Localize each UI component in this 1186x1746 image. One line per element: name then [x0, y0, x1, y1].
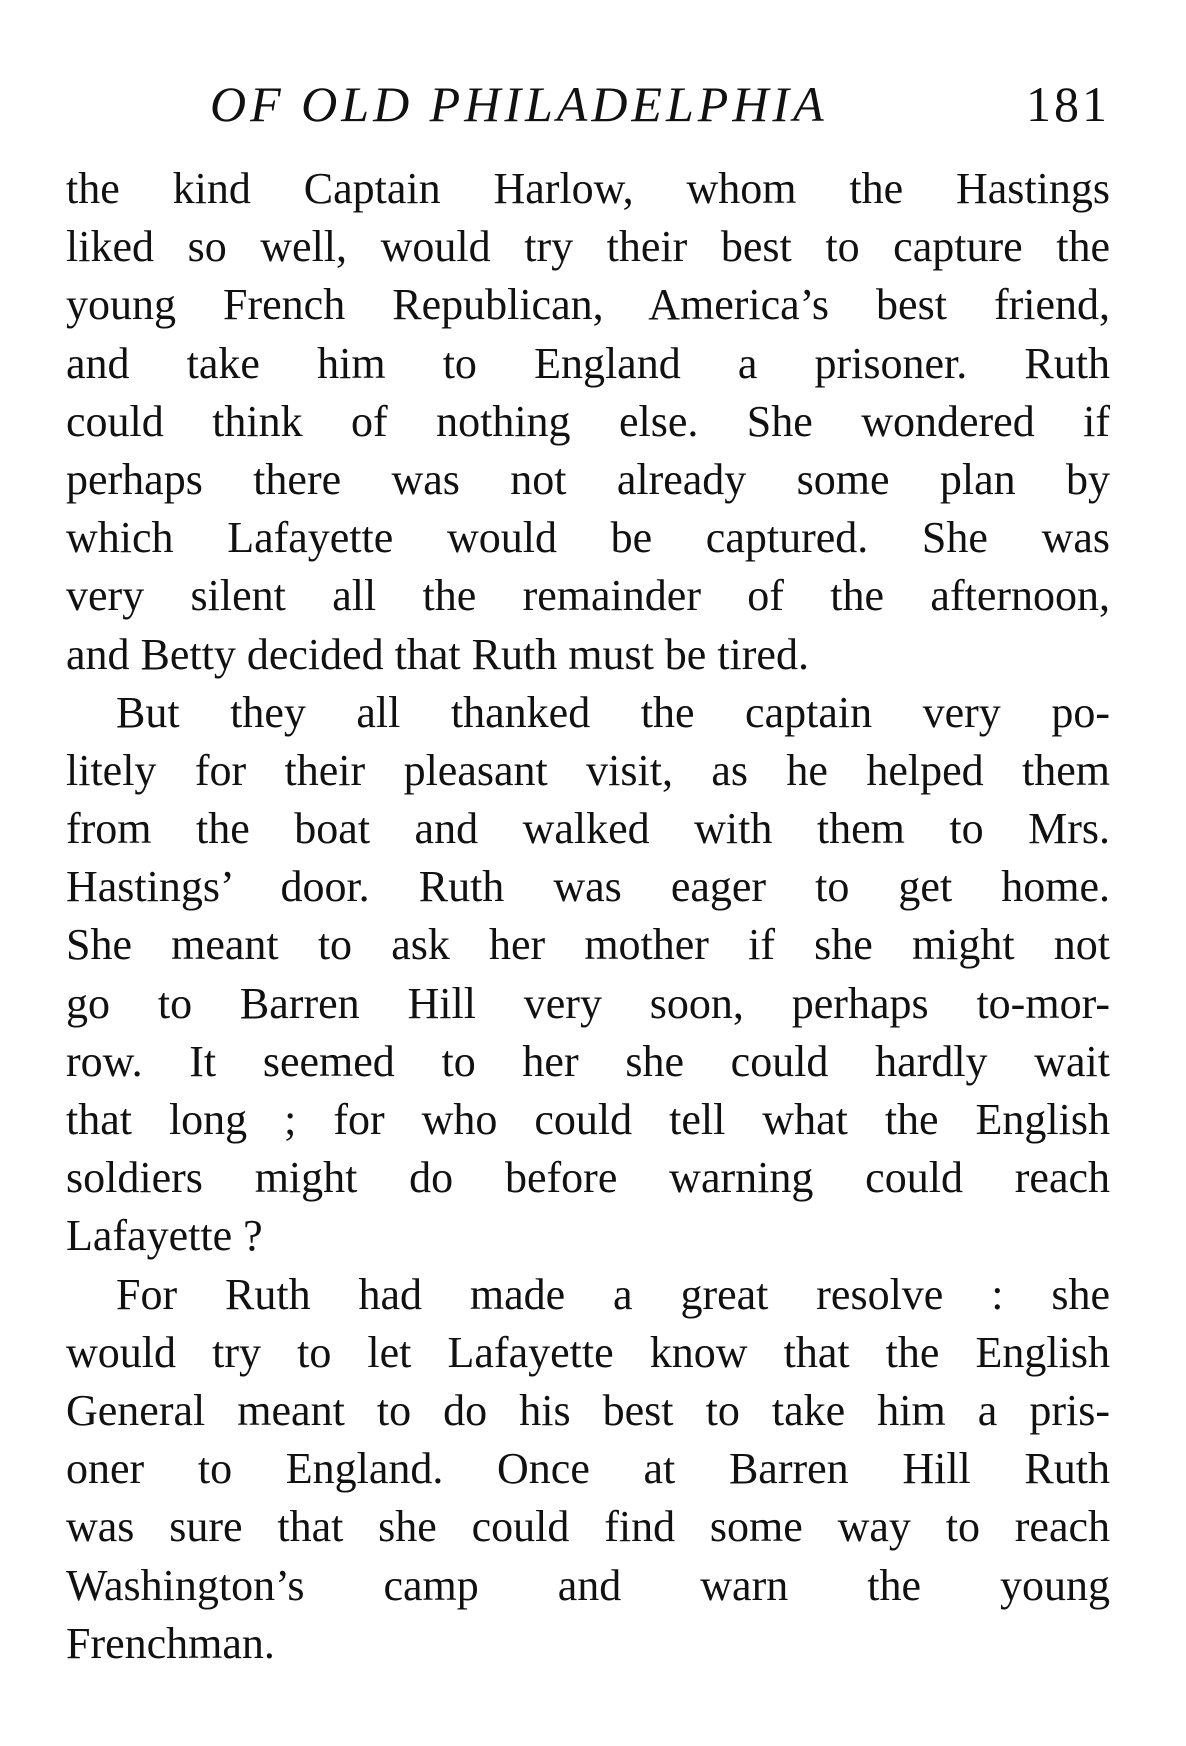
text-line: go to Barren Hill very soon, perhaps to-mor- [66, 978, 1110, 1028]
body-text [66, 160, 1110, 1673]
text-line: that long ; for who could tell what the English [66, 1095, 1110, 1144]
text-line: But they all thanked the captain very po- [116, 687, 1110, 737]
text-line: soldiers might do before warning could reach [66, 1153, 1110, 1203]
text-line: Hastings’ door. Ruth was eager to get home. [66, 862, 1110, 912]
text-line: General meant to do his best to take him a pris- [66, 1385, 1110, 1435]
text-line: and Betty decided that Ruth must be tired. [66, 629, 809, 679]
text-line: the kind Captain Harlow, whom the Hastings [66, 164, 1110, 213]
text-line: young French Republican, America’s best friend, [66, 280, 1110, 330]
text-line: For Ruth had made a great resolve : she [116, 1269, 1110, 1319]
text-line: very silent all the remainder of the afternoon, [66, 571, 1110, 621]
paragraph-1 [66, 160, 1110, 684]
page-header [210, 74, 1110, 134]
text-line: She meant to ask her mother if she might not [66, 920, 1110, 970]
page-number: 181 [1026, 76, 1110, 132]
text-line: would try to let Lafayette know that the English [66, 1327, 1110, 1377]
paragraph-3 [66, 1266, 1110, 1673]
text-line: was sure that she could find some way to reach [66, 1502, 1110, 1552]
text-line: from the boat and walked with them to Mrs. [66, 804, 1110, 854]
text-line: litely for their pleasant visit, as he helped them [66, 745, 1110, 795]
text-line: row. It seemed to her she could hardly wait [66, 1036, 1110, 1086]
text-line: Washington’s camp and warn the young [66, 1560, 1110, 1610]
paragraph-2 [66, 684, 1110, 1266]
text-line: Lafayette ? [66, 1211, 263, 1261]
text-line: which Lafayette would be captured. She was [66, 513, 1110, 563]
text-line: and take him to England a prisoner. Ruth [66, 338, 1110, 388]
text-line: could think of nothing else. She wondered if [66, 396, 1110, 446]
running-title: OF OLD PHILADELPHIA [210, 76, 828, 132]
text-line: liked so well, would try their best to capture the [66, 222, 1110, 272]
text-line: Frenchman. [66, 1618, 275, 1668]
text-line: perhaps there was not already some plan by [66, 454, 1110, 504]
text-line: oner to England. Once at Barren Hill Ruth [66, 1444, 1110, 1494]
